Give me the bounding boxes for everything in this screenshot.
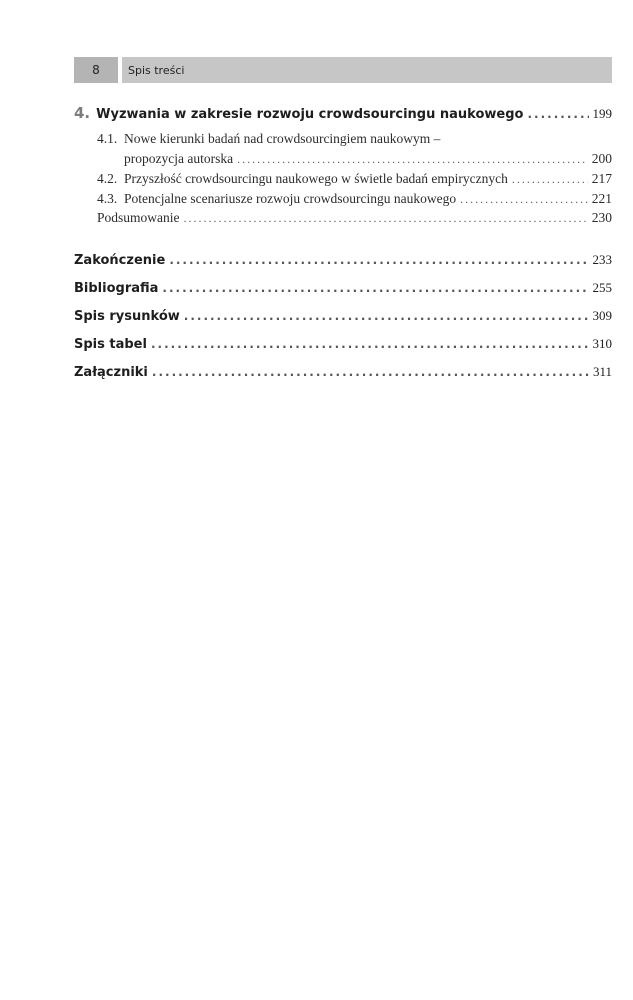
- leader-dots: [512, 172, 588, 187]
- chapter-number: 4.: [74, 104, 91, 122]
- section-number: 4.3.: [97, 191, 118, 206]
- toc-appendices: [74, 364, 612, 380]
- section-title-line1: Nowe kierunki badań nad crowdsourcingiem naukowym –: [124, 131, 441, 146]
- entry-page: 255: [592, 280, 612, 295]
- chapter-page: 199: [592, 106, 612, 121]
- entry-page: 309: [592, 308, 612, 323]
- section-page: 221: [591, 191, 612, 206]
- section-heading: [97, 191, 456, 207]
- entry-page: 311: [592, 364, 612, 379]
- entry-title: Załączniki: [74, 365, 148, 380]
- entry-title: Zakończenie: [74, 253, 166, 268]
- running-header: [74, 57, 612, 83]
- entry-title: Spis tabel: [74, 337, 147, 352]
- toc-list-of-figures: [74, 308, 612, 324]
- leader-dots: [184, 211, 588, 226]
- leader-dots: [184, 309, 589, 323]
- header-page-number: 8: [74, 57, 118, 83]
- leader-dots: [527, 107, 588, 121]
- toc-section-4-3: [97, 191, 612, 207]
- chapter-heading: [74, 104, 523, 122]
- section-page: 217: [591, 171, 612, 186]
- toc-section-4-2: [97, 171, 612, 187]
- entry-title: Spis rysunków: [74, 309, 180, 324]
- leader-dots: [151, 337, 589, 351]
- section-title: Podsumowanie: [97, 210, 180, 225]
- section-number: 4.1.: [97, 131, 118, 146]
- section-page: 200: [591, 151, 612, 166]
- entry-page: 310: [592, 336, 612, 351]
- chapter-title: Wyzwania w zakresie rozwoju crowdsourcingu naukowego: [96, 107, 524, 122]
- section-title: Potencjalne scenariusze rozwoju crowdsourcingu naukowego: [124, 191, 457, 206]
- toc-bibliography: [74, 280, 612, 296]
- toc-chapter-4: [74, 104, 612, 122]
- section-heading: [97, 171, 508, 187]
- section-number: 4.2.: [97, 171, 118, 186]
- entry-title: Bibliografia: [74, 281, 159, 296]
- section-title-line2: propozycja autorska: [124, 151, 234, 166]
- leader-dots: [169, 253, 588, 267]
- toc-list-of-tables: [74, 336, 612, 352]
- leader-dots: [460, 192, 588, 207]
- section-page: 230: [591, 210, 612, 225]
- leader-dots: [237, 152, 588, 167]
- leader-dots: [162, 281, 588, 295]
- entry-page: 233: [592, 252, 612, 267]
- header-title: Spis treści: [128, 63, 185, 77]
- leader-dots: [152, 365, 589, 379]
- toc-conclusion: [74, 252, 612, 268]
- toc-section-4-1: [124, 151, 612, 167]
- toc-summary: [97, 210, 612, 226]
- toc-section-4-1-line1: [97, 131, 440, 147]
- section-title: Przyszłość crowdsourcingu naukowego w świetle badań empirycznych: [124, 171, 508, 186]
